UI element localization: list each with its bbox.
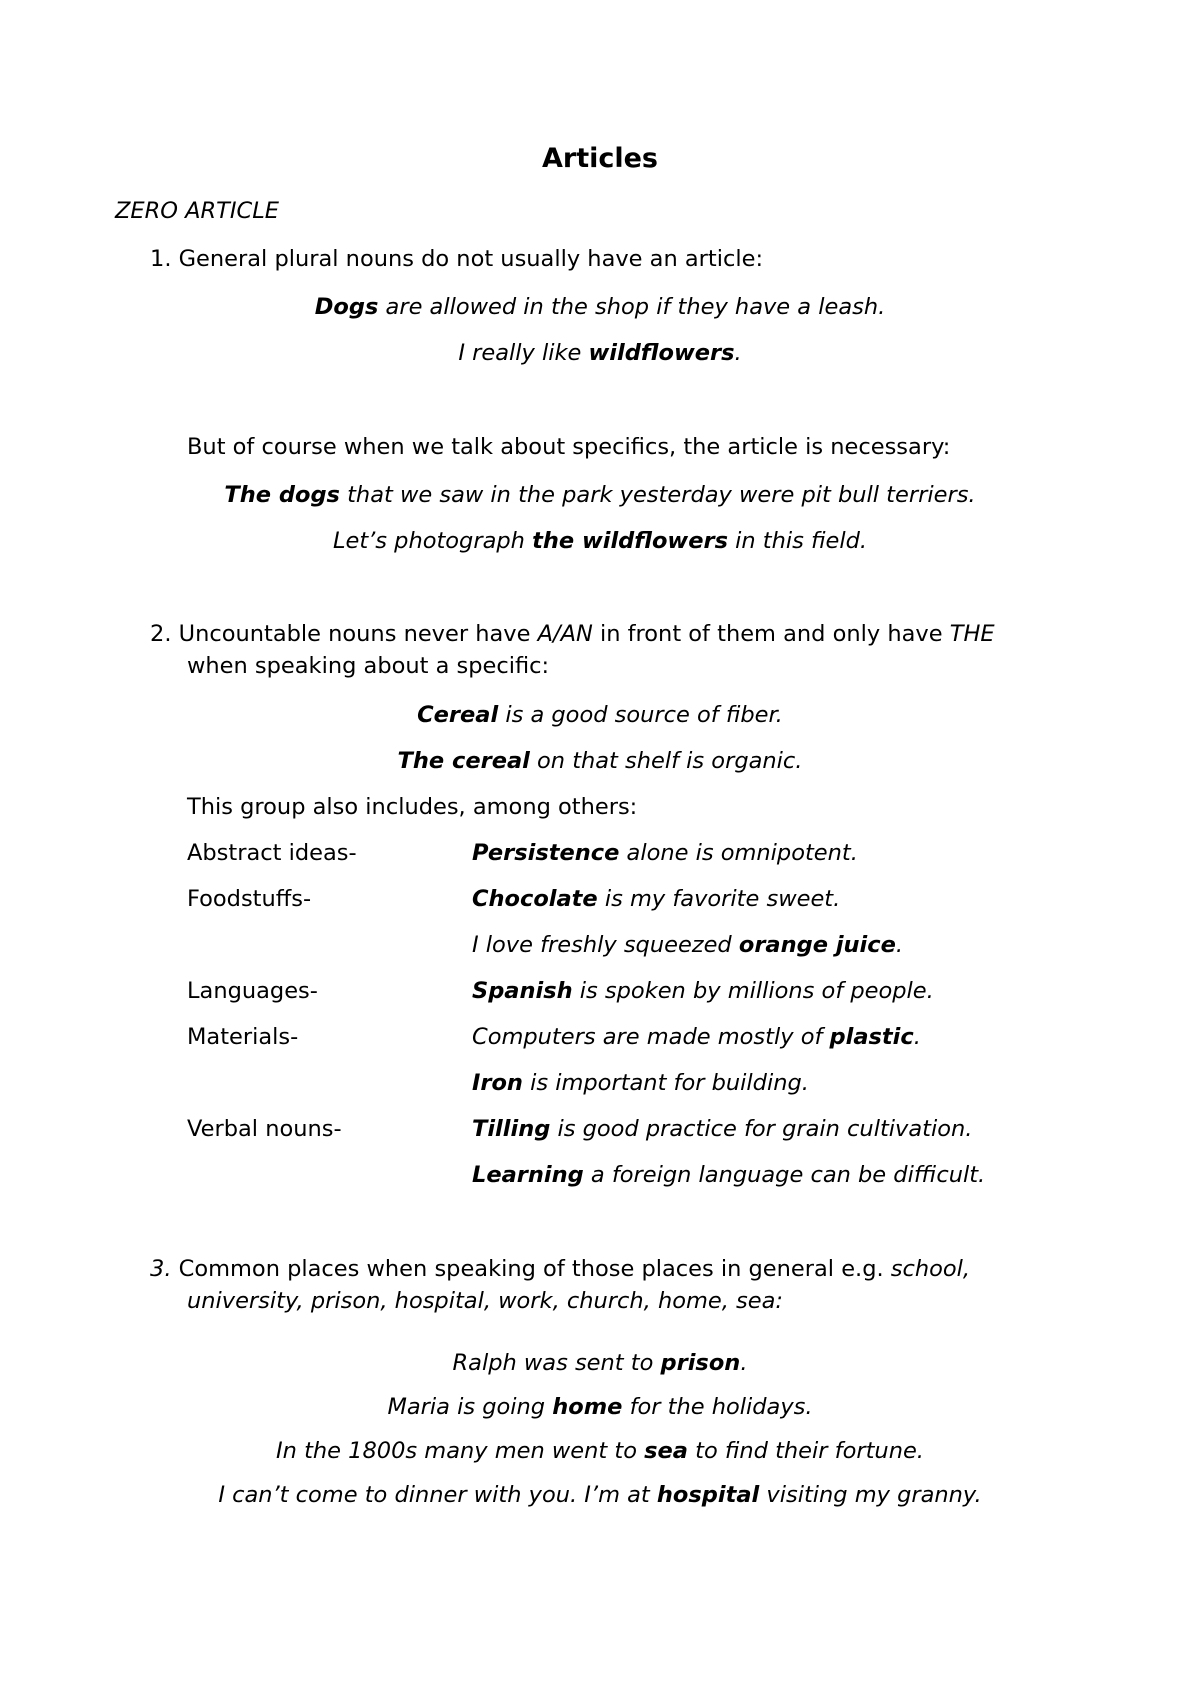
example-bold: wildflowers [588,340,735,366]
rule-number: 1. [150,246,172,272]
rule-text-line2: university, prison, hospital, work, church, home, sea: [187,1288,783,1314]
category-example: Spanish is spoken by millions of people. [472,978,934,1004]
example-sentence: I can’t come to dinner with you. I’m at hospital visiting my granny. [218,1482,982,1508]
rule-number: 2. [150,621,172,647]
category-example: Iron is important for building. [472,1070,809,1096]
example-bold: Cereal [417,702,499,728]
category-example: Persistence alone is omnipotent. [472,840,858,866]
example-sentence: Cereal is a good source of fiber. [417,702,783,728]
rule-3: 3. Common places when speaking of those places in general e.g. school, [150,1256,971,1282]
category-label: Verbal nouns- [187,1116,342,1142]
category-label: Foodstuffs- [187,886,312,912]
category-example: I love freshly squeezed orange juice. [472,932,904,958]
rule-text: General plural nouns do not usually have an article: [178,246,764,272]
example-sentence: Dogs are allowed in the shop if they have a leash. [314,294,886,320]
example-sentence: Maria is going home for the holidays. [387,1394,813,1420]
example-sentence: In the 1800s many men went to sea to find their fortune. [276,1438,924,1464]
category-label: Abstract ideas- [187,840,357,866]
example-sentence: Ralph was sent to prison. [452,1350,748,1376]
example-bold: Dogs [314,294,379,320]
rule-text-line2: when speaking about a specific: [187,653,550,679]
category-example: Chocolate is my favorite sweet. [472,886,841,912]
category-label: Languages- [187,978,318,1004]
category-label: Materials- [187,1024,299,1050]
example-sentence: I really like wildflowers. [458,340,742,366]
rule-number: 3. [150,1256,172,1282]
page-title: Articles [541,143,658,174]
section-heading: ZERO ARTICLE [115,198,279,224]
example-sentence: The cereal on that shelf is organic. [397,748,803,774]
category-example: Tilling is good practice for grain cultivation. [472,1116,973,1142]
contrast-text: But of course when we talk about specifics, the article is necessary: [187,434,951,460]
rule-2: 2. Uncountable nouns never have A/AN in front of them and only have THE [150,621,995,647]
group-intro: This group also includes, among others: [187,794,638,820]
category-example: Computers are made mostly of plastic. [472,1024,921,1050]
category-example: Learning a foreign language can be difficult. [472,1162,986,1188]
example-bold: the wildflowers [532,528,728,554]
example-bold: The dogs [224,482,340,508]
rule-1 [150,244,763,274]
example-sentence: Let’s photograph the wildflowers in this field. [332,528,868,554]
example-bold: The cereal [397,748,530,774]
example-sentence: The dogs that we saw in the park yesterday were pit bull terriers. [224,482,976,508]
